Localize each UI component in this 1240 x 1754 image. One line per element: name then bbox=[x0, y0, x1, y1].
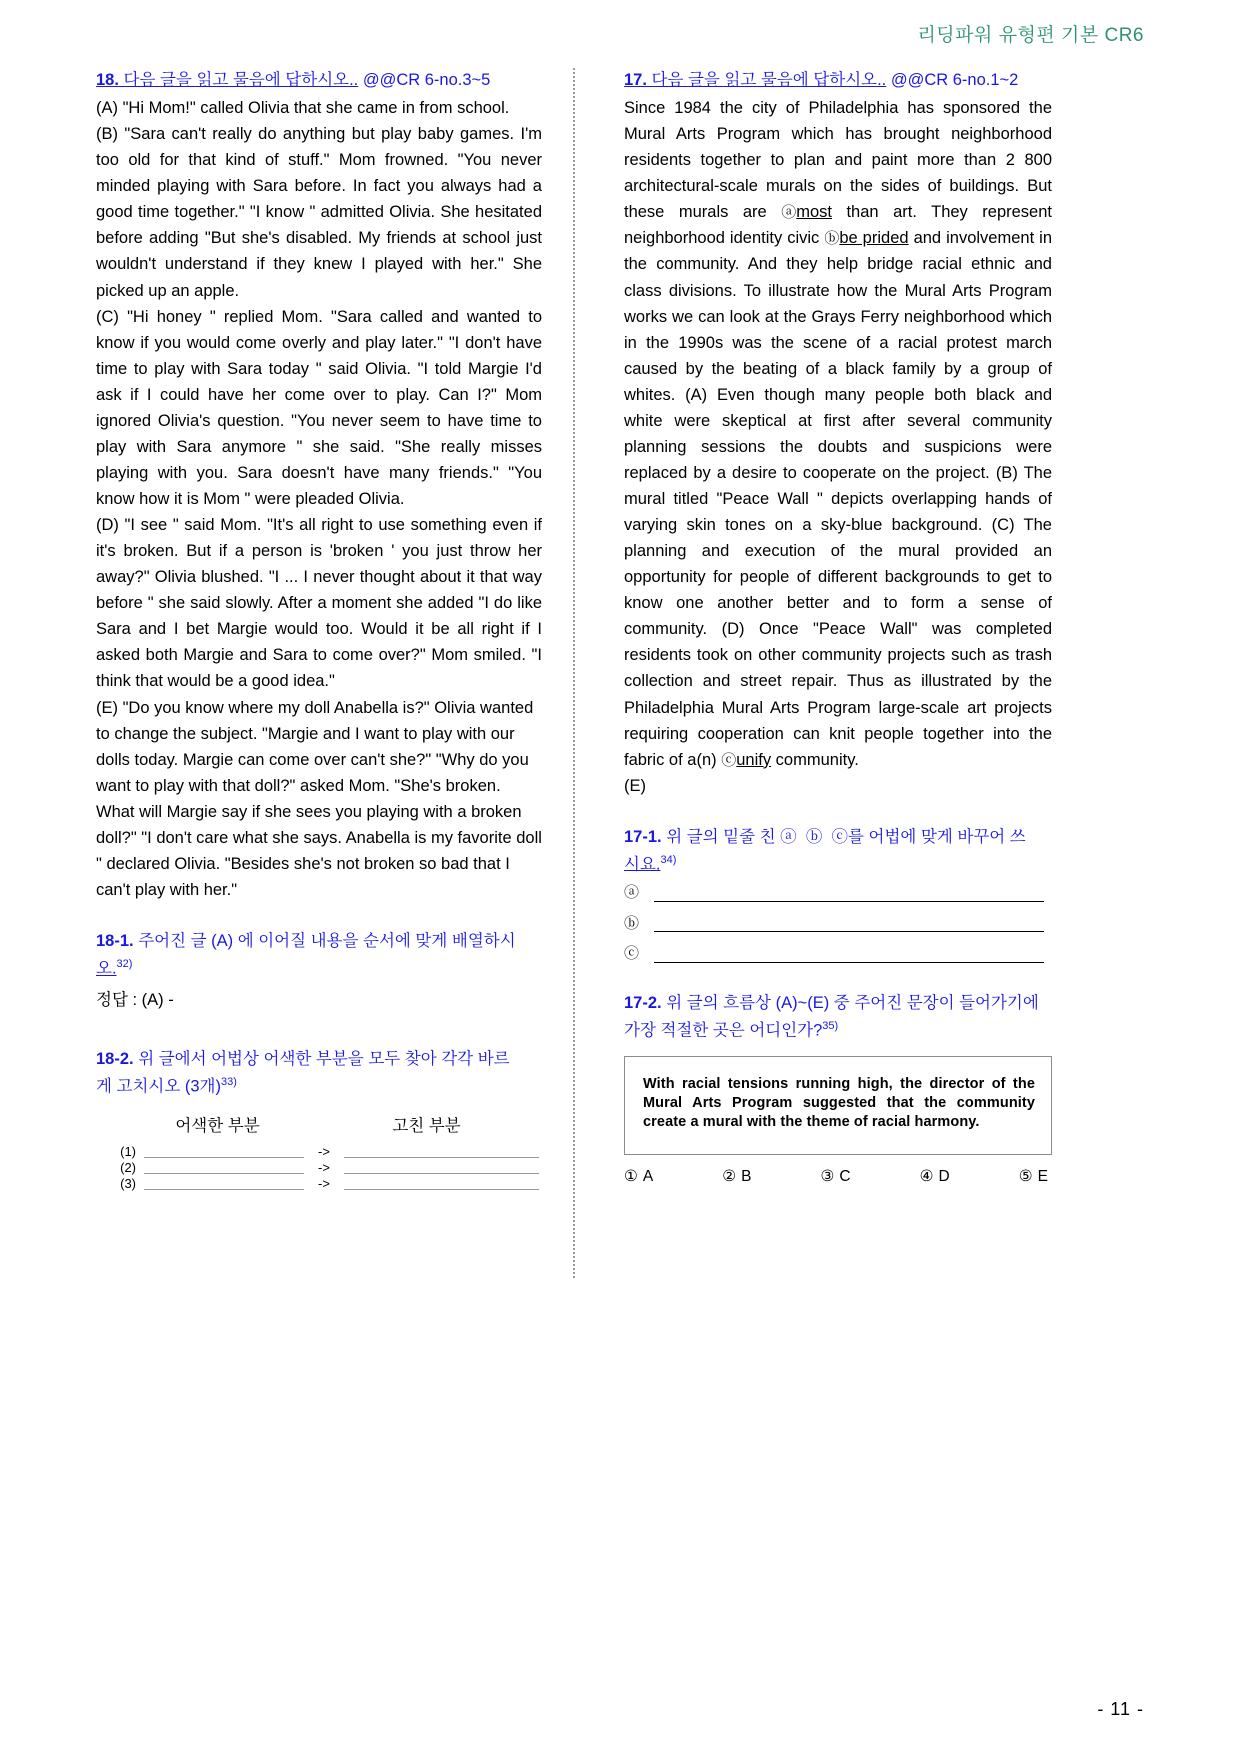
passage-paragraph-d: (D) "I see " said Mom. "It's all right to use something even if it's broken. But if a person is 'broken ' you just throw her away?" Olivia blushed. "I ... I never thought about it that way before " she said slowly. After a moment she added "I do like Sara and I bet Margie would too. Would it be all right if I asked both Margie and Sara to come over?" Mom smiled. "I think that would be a good idea." bbox=[96, 516, 542, 691]
question-17-2-text: 위 글의 흐름상 (A)~(E) 중 주어진 문장이 들어가기에 bbox=[661, 993, 1039, 1012]
question-18-heading bbox=[96, 68, 542, 93]
page-header-title: 리딩파워 유형편 기본 CR6 bbox=[917, 25, 1144, 46]
passage-segment-3: and involvement in the community. And they help bridge racial ethnic and class divisions. To illustrate how the Mural Arts Program works we can look at the Grays Ferry neighborhood which in the 1990s was the scene of a racial protest march caused by the beating of a black family by a group of whites. (A) Even though many people both black and white were skeptical at first after several community planning sessions the doubts and suspicions were replaced by a desire to cooperate on the project. (B) The mural titled "Peace Wall " depicts overlapping hands of varying skin tones on a sky-blue background. (C) The planning and execution of the mural provided an opportunity for people of different backgrounds to get to know one another better and to form a sense of community. (D) Once "Peace Wall" was completed residents took on other community projects such as trash collection and street repair. Thus as illustrated by the Philadelphia Mural Arts Program large-scale art projects requiring cooperation can knit people together into the fabric of a(n) bbox=[624, 229, 1052, 769]
two-column-body bbox=[96, 68, 1144, 1498]
question-17-2-note: 35) bbox=[822, 1020, 839, 1032]
correction-row bbox=[96, 1174, 542, 1190]
question-17-1-answer-blanks bbox=[624, 885, 1052, 963]
question-17-1-number: 17-1. bbox=[624, 827, 662, 846]
passage-segment-2: than art. They represent neighborhood identity civic bbox=[624, 203, 1052, 248]
given-sentence-text: With racial tensions running high, the director of the Mural Arts Program suggested that the community create a mural with the theme of racial harmony. bbox=[643, 1075, 1035, 1130]
correction-row-number: (1) bbox=[120, 1143, 136, 1159]
question-17-passage-body bbox=[624, 95, 1052, 773]
underlined-word-c: unify bbox=[736, 750, 772, 769]
underlined-word-a: most bbox=[796, 203, 832, 222]
correction-input-fixed[interactable] bbox=[344, 1177, 539, 1190]
question-18-1-heading-line2 bbox=[96, 956, 542, 982]
correction-row-number: (3) bbox=[120, 1175, 136, 1191]
question-18-2-note: 33) bbox=[220, 1076, 237, 1089]
question-18-1-note: 32) bbox=[116, 958, 133, 971]
spacer bbox=[624, 977, 1052, 991]
correction-col2-header: 고친 부분 bbox=[392, 1116, 461, 1135]
correction-input-original[interactable] bbox=[144, 1161, 304, 1174]
correction-table-rows bbox=[96, 1142, 542, 1190]
passage-segment-1: Since 1984 the city of Philadelphia has sponsored the Mural Arts Program which has brought neighborhood residents together to plan and paint more than 2 800 architectural-scale murals on the sides of buildings. But these murals are bbox=[624, 99, 1052, 222]
answer-blank-input-c[interactable] bbox=[654, 949, 1044, 963]
correction-input-original[interactable] bbox=[144, 1145, 304, 1158]
correction-input-fixed[interactable] bbox=[344, 1161, 539, 1174]
left-column bbox=[96, 68, 554, 1190]
question-18-passage bbox=[96, 95, 542, 903]
correction-arrow: -> bbox=[318, 1143, 330, 1159]
correction-input-original[interactable] bbox=[144, 1177, 304, 1190]
question-17-2-choices bbox=[624, 1167, 1052, 1186]
question-18-2-text-line2: 게 고치시오 (3개) bbox=[96, 1077, 221, 1096]
question-18-1-text-line2: 오. bbox=[96, 959, 117, 978]
question-17-heading bbox=[624, 68, 1052, 93]
question-18-1-heading bbox=[96, 929, 542, 954]
question-18-2-number: 18-2. bbox=[96, 1050, 134, 1069]
correction-col1-header: 어색한 부분 bbox=[175, 1116, 260, 1135]
page-number: - 11 - bbox=[1097, 1699, 1144, 1719]
choice-label-4: D bbox=[938, 1167, 950, 1185]
question-18-instruction: 다음 글을 읽고 물음에 답하시오.. bbox=[118, 71, 359, 89]
question-17-1-mark-c: ⓒ bbox=[831, 827, 849, 846]
spacer bbox=[624, 799, 1052, 825]
question-17-1-heading-line2 bbox=[624, 852, 1052, 878]
question-17-2-number: 17-2. bbox=[624, 993, 662, 1012]
choice-number-5: ⑤ bbox=[1018, 1167, 1033, 1185]
correction-row bbox=[96, 1158, 542, 1174]
passage-paragraph-e: (E) "Do you know where my doll Anabella is?" Olivia wanted to change the subject. "Margie and I want to play with our dolls today. Margie can come over can't she?" "Why do you want to play with that doll?" asked Mom. "She's broken. What will Margie say if she sees you playing with a broken doll?" "I don't care what she says. Anabella is my favorite doll " declared Olivia. "Besides she's not broken so bad that I can't play with her." bbox=[96, 698, 542, 899]
question-17-1-text-line2: 시요. bbox=[624, 855, 661, 874]
answer-blank-row bbox=[624, 946, 1052, 963]
correction-table-header bbox=[96, 1112, 542, 1136]
answer-blank-input-a[interactable] bbox=[654, 888, 1044, 902]
choice-number-1: ① bbox=[624, 1167, 638, 1185]
correction-arrow: -> bbox=[318, 1159, 330, 1175]
circled-b-marker: ⓑ bbox=[824, 230, 840, 248]
question-17-passage bbox=[624, 95, 1052, 799]
answer-blank-input-b[interactable] bbox=[654, 918, 1044, 932]
underlined-word-b: be prided bbox=[839, 229, 909, 248]
choice-number-3: ③ bbox=[820, 1167, 835, 1185]
question-18-code: @@CR 6-no.3~5 bbox=[358, 71, 491, 89]
question-17-1-mark-a: ⓐ bbox=[780, 827, 797, 846]
choice-label-1: A bbox=[642, 1167, 654, 1185]
correction-arrow: -> bbox=[318, 1175, 330, 1191]
correction-row-number: (2) bbox=[120, 1159, 136, 1175]
choice-option-4[interactable] bbox=[920, 1167, 950, 1186]
circled-a-marker: ⓐ bbox=[781, 204, 797, 222]
choice-label-5: E bbox=[1037, 1167, 1048, 1185]
answer-blank-marker-b: ⓑ bbox=[624, 914, 640, 932]
question-17-code: @@CR 6-no.1~2 bbox=[886, 71, 1019, 89]
passage-paragraph-c: (C) "Hi honey " replied Mom. "Sara called and wanted to know if you would come overly and play later." "I don't have time to play with Sara today " said Olivia. "I told Margie I'd ask if I could have her come over to play. Can I?" Mom ignored Olivia's question. "You never seem to have time to play with Sara anymore " she said. "She really misses playing with you. Sara doesn't have many friends." "You know how it is Mom " were pleaded Olivia. bbox=[96, 307, 542, 509]
question-18-1-number: 18-1. bbox=[96, 932, 134, 951]
choice-number-4: ④ bbox=[919, 1167, 934, 1185]
right-column bbox=[594, 68, 1052, 1186]
column-divider bbox=[573, 68, 575, 1278]
question-17-2-text-line2: 가장 적절한 곳은 어디인가? bbox=[624, 1021, 823, 1040]
circled-c-marker: ⓒ bbox=[721, 751, 737, 769]
spacer bbox=[96, 903, 542, 929]
question-17-number: 17. bbox=[624, 71, 647, 89]
choice-label-2: B bbox=[741, 1167, 752, 1185]
answer-blank-row bbox=[624, 885, 1052, 902]
question-17-2-heading bbox=[624, 991, 1052, 1016]
question-17-1-heading bbox=[624, 825, 1052, 850]
question-18-number: 18. bbox=[96, 71, 119, 89]
passage-paragraph-a: (A) "Hi Mom!" called Olivia that she came in from school. bbox=[96, 99, 510, 118]
question-17-1-text-b: 를 어법에 맞게 바꾸어 쓰 bbox=[848, 827, 1026, 846]
correction-row bbox=[96, 1142, 542, 1158]
question-18-2-text: 위 글에서 어법상 어색한 부분을 모두 찾아 각각 바르 bbox=[133, 1050, 510, 1069]
question-18-2-heading bbox=[96, 1047, 542, 1072]
choice-label-3: C bbox=[839, 1167, 851, 1185]
passage-segment-4: community. bbox=[771, 750, 859, 769]
question-18-1-text: 주어진 글 (A) 에 이어질 내용을 순서에 맞게 배열하시 bbox=[133, 932, 516, 951]
question-17-1-mark-b: ⓑ bbox=[805, 827, 823, 846]
question-17-2-heading-line2 bbox=[624, 1018, 1052, 1044]
question-17-1-text-a: 위 글의 밑줄 친 bbox=[661, 827, 781, 846]
passage-marker-e: (E) bbox=[624, 776, 646, 795]
choice-option-3[interactable] bbox=[821, 1167, 851, 1186]
question-18-1-answer: 정답 : (A) - bbox=[96, 990, 174, 1009]
choice-option-1[interactable] bbox=[624, 1167, 653, 1186]
answer-blank-marker-a: ⓐ bbox=[624, 884, 640, 902]
choice-option-5[interactable] bbox=[1019, 1167, 1048, 1186]
correction-input-fixed[interactable] bbox=[344, 1145, 539, 1158]
choice-option-2[interactable] bbox=[722, 1167, 751, 1186]
given-sentence-box bbox=[624, 1056, 1052, 1155]
question-17-1-note: 34) bbox=[660, 853, 677, 866]
answer-blank-marker-c: ⓒ bbox=[624, 945, 640, 963]
spacer bbox=[96, 1013, 542, 1047]
choice-number-2: ② bbox=[722, 1167, 737, 1185]
question-18-2-heading-line2 bbox=[96, 1074, 542, 1100]
question-17-instruction: 다음 글을 읽고 물음에 답하시오.. bbox=[646, 71, 887, 89]
answer-blank-row bbox=[624, 916, 1052, 933]
passage-paragraph-b: (B) "Sara can't really do anything but play baby games. I'm too old for that kind of stuff." Mom frowned. "You never minded playing with Sara before. In fact you always had a good time together." "I know " admitted Olivia. She hesitated before adding "But she's disabled. My friends at school just wouldn't understand if they knew I played with her." She picked up an apple. bbox=[96, 125, 542, 300]
